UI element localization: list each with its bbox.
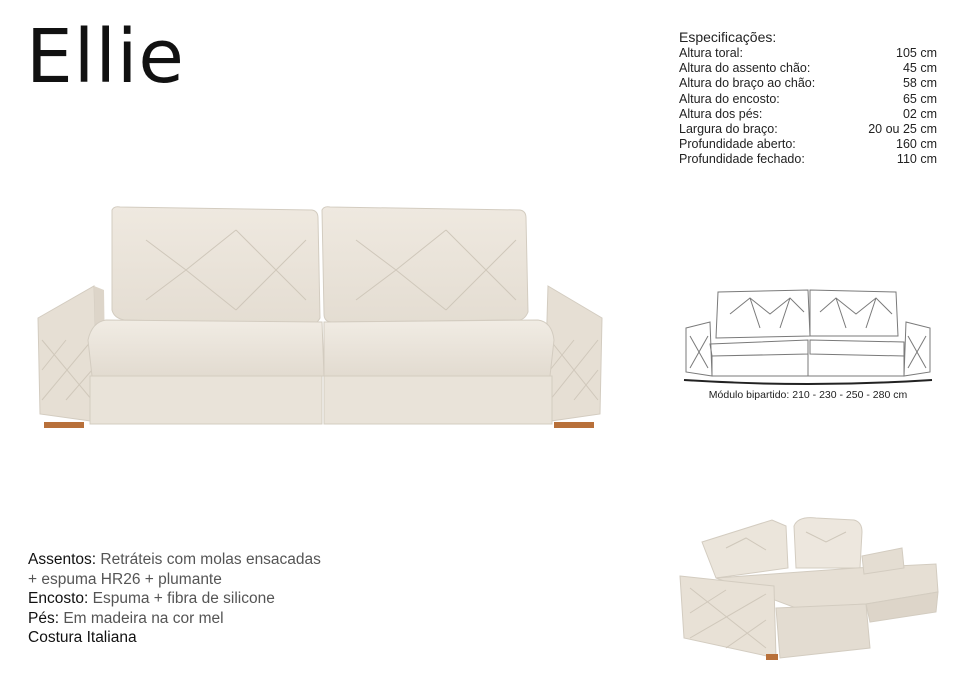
encosto-label: Encosto:	[28, 590, 89, 607]
spec-label: Largura do braço:	[679, 122, 778, 137]
pes-label: Pés:	[28, 609, 60, 627]
spec-label: Profundidade fechado:	[679, 152, 805, 167]
spec-label: Altura dos pés:	[679, 106, 763, 121]
product-description	[28, 550, 428, 648]
spec-value: 65 cm	[902, 91, 937, 106]
sofa-photo-open	[676, 508, 942, 664]
spec-label: Altura do assento chão:	[679, 61, 811, 76]
spec-value: 02 cm	[902, 106, 937, 121]
assentos-value: Retráteis com molas ensacadas	[100, 551, 321, 568]
spec-value: 105 cm	[896, 46, 937, 60]
spec-label: Profundidade aberto:	[679, 137, 796, 152]
spec-value: 110 cm	[896, 152, 937, 167]
spec-value: 160 cm	[896, 137, 937, 152]
description-line-encosto	[28, 589, 428, 609]
costura-line: Costura Italiana	[28, 629, 137, 646]
spec-value: 20 ou 25 cm	[868, 122, 937, 137]
spec-row	[679, 46, 937, 61]
spec-row	[679, 92, 937, 107]
spec-label: Altura do braço ao chão:	[679, 76, 816, 91]
specifications-panel	[679, 28, 937, 168]
encosto-value: Espuma + fibra de silicone	[92, 590, 275, 607]
spec-row	[679, 107, 937, 122]
spec-value: 58 cm	[902, 76, 937, 91]
sofa-line-diagram	[680, 284, 936, 388]
spec-row	[679, 122, 937, 137]
spec-label: Altura do encosto:	[679, 91, 780, 106]
assentos-label: Assentos:	[28, 551, 97, 568]
pes-value: Em madeira na cor mel	[63, 609, 224, 627]
spec-label: Altura toral:	[679, 46, 743, 60]
spec-row	[679, 152, 937, 167]
product-title: Ellie	[26, 14, 185, 100]
description-line-pes	[28, 609, 428, 629]
specifications-heading: Especificações:	[679, 29, 777, 45]
spec-value: 45 cm	[902, 61, 937, 76]
description-line-assentos	[28, 550, 428, 570]
spec-row	[679, 76, 937, 91]
sofa-photo-closed	[36, 200, 606, 436]
spec-row	[679, 137, 937, 152]
spec-row	[679, 61, 937, 76]
diagram-caption: Módulo bipartido: 210 - 230 - 250 - 280 cm	[708, 389, 908, 401]
assentos-continuation: + espuma HR26 + plumante	[28, 570, 222, 588]
